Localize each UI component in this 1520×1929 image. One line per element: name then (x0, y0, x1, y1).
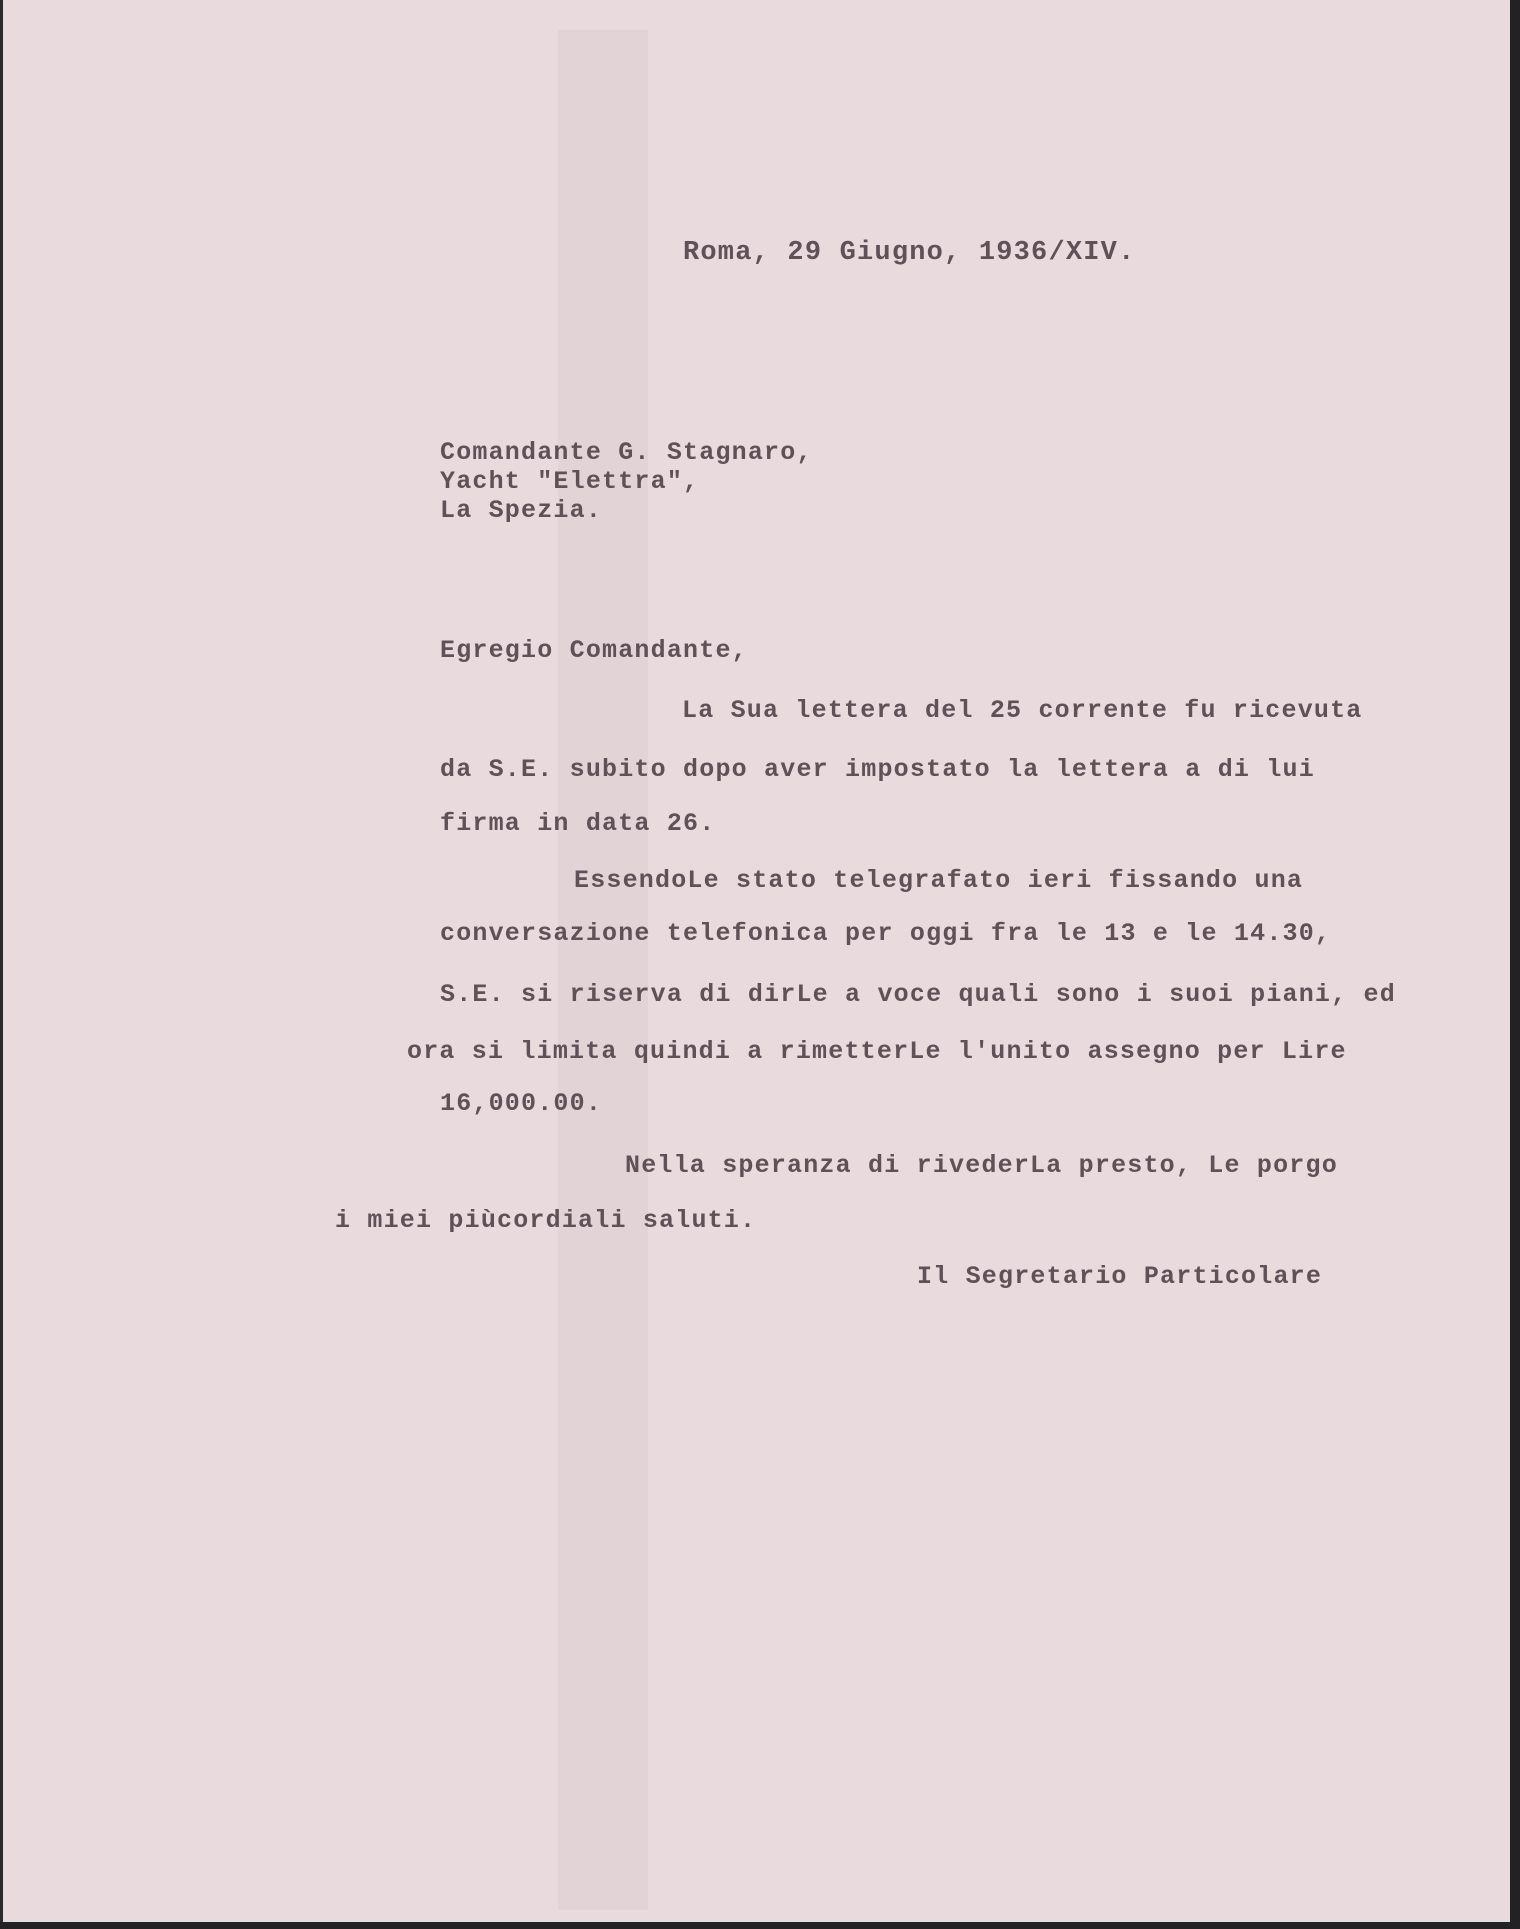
salutation: Egregio Comandante, (440, 636, 748, 665)
body-line: Nella speranza di rivederLa presto, Le porgo (625, 1151, 1338, 1180)
body-line: 16,000.00. (440, 1089, 603, 1118)
body-line: S.E. si riserva di dirLe a voce quali sono i suoi piani, ed (440, 980, 1396, 1009)
scan-edge-right (1510, 0, 1520, 1929)
body-line: da S.E. subito dopo aver impostato la lettera a di lui (440, 755, 1315, 784)
body-line: EssendoLe stato telegrafato ieri fissando una (574, 866, 1304, 895)
scan-edge-left (0, 0, 3, 1929)
body-line: conversazione telefonica per oggi fra le 13 e le 14.30, (440, 919, 1332, 948)
recipient-vessel: Yacht "Elettra", (440, 467, 700, 496)
date-line: Roma, 29 Giugno, 1936/XIV. (683, 238, 1136, 268)
recipient-name: Comandante G. Stagnaro, (440, 438, 813, 467)
body-line: ora si limita quindi a rimetterLe l'unito assegno per Lire (407, 1037, 1347, 1066)
body-line: La Sua lettera del 25 corrente fu ricevuta (682, 696, 1363, 725)
recipient-city: La Spezia. (440, 496, 603, 525)
body-line: i miei piùcordiali saluti. (335, 1206, 757, 1235)
body-line: firma in data 26. (440, 809, 716, 838)
signature-line: Il Segretario Particolare (917, 1262, 1323, 1291)
letterhead-watermark (548, 30, 658, 1910)
scan-edge-bottom (0, 1922, 1520, 1929)
